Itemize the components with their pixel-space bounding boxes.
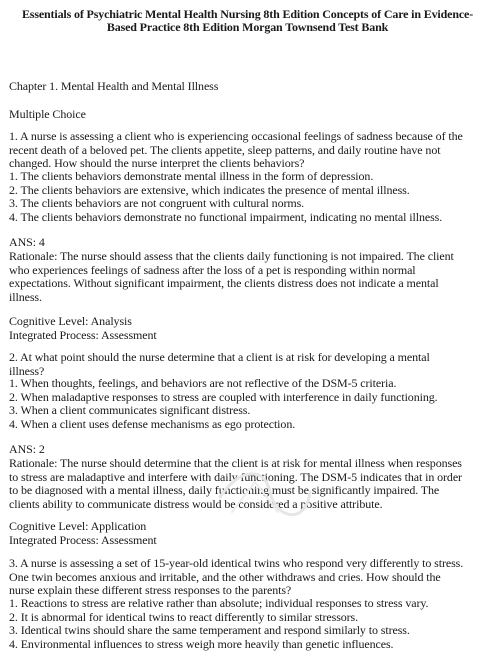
answer-option: 2. When maladaptive responses to stress are coupled with interference in daily functioning. [9, 389, 438, 404]
rationale-line: to stress are maladaptive and interfere with daily functioning. The DSM-5 indicates that in order [9, 469, 462, 484]
rationale-line: who experiences feelings of sadness after the loss of a pet is responding within normal [9, 262, 416, 277]
question-2-options [9, 377, 489, 431]
answer-option: 1. Reactions to stress are relative rather than absolute; individual responses to stress vary. [9, 596, 429, 610]
title-line-2: Based Practice 8th Edition Morgan Townsend Test Bank [106, 20, 389, 34]
answer-option: 4. Environmental influences to stress weigh more heavily than genetic influences. [9, 636, 394, 651]
answer-option: 4. When a client uses defense mechanisms as ego protection. [9, 416, 296, 431]
question-1-metadata [9, 315, 489, 342]
rationale-line: illness. [9, 289, 42, 304]
question-line: 3. A nurse is assessing a set of 15-year-old identical twins who respond very differently to stress. [9, 556, 464, 570]
answer-option: 3. When a client communicates significant distress. [9, 403, 251, 417]
chapter-heading: Chapter 1. Mental Health and Mental Illness [9, 79, 219, 93]
question-1-answer: ANS: 4 [9, 235, 45, 249]
answer-option: 1. The clients behaviors demonstrate mental illness in the form of depression. [9, 169, 374, 183]
cognitive-level: Cognitive Level: Analysis [9, 314, 132, 328]
document-title [0, 8, 495, 34]
rationale-line: Rationale: The nurse should assess that the clients daily functioning is not impaired. The client [9, 249, 454, 263]
title-line-1: Essentials of Psychiatric Mental Health Nursing 8th Edition Concepts of Care in Evidence- [21, 7, 474, 21]
rationale-line: expectations. Without significant impairment, the clients distress does not indicate a mental [9, 276, 439, 290]
question-3-options [9, 597, 489, 651]
rationale-line: to be diagnosed with a mental illness, daily functioning must be significantly impaired. The [9, 483, 440, 497]
question-2-stem [9, 351, 489, 378]
question-2-metadata [9, 520, 489, 547]
question-1-rationale [9, 250, 489, 304]
question-line: illness? [9, 363, 45, 378]
question-line: 1. A nurse is assessing a client who is experiencing occasional feelings of sadness because of the [9, 129, 463, 143]
rationale-line: Rationale: The nurse should determine that the client is at risk for mental illness when responses [9, 456, 462, 470]
section-heading: Multiple Choice [9, 107, 86, 121]
cognitive-level: Cognitive Level: Application [9, 519, 147, 533]
question-2-answer: ANS: 2 [9, 442, 45, 456]
question-line: One twin becomes anxious and irritable, and the other withdraws and cries. How should the [9, 569, 441, 584]
question-1-options [9, 170, 489, 224]
answer-option: 3. The clients behaviors are not congruent with cultural norms. [9, 196, 305, 210]
answer-option: 1. When thoughts, feelings, and behaviors are not reflective of the DSM-5 criteria. [9, 376, 397, 390]
answer-option: 2. It is abnormal for identical twins to react differently to similar stressors. [9, 609, 359, 624]
question-line: recent death of a beloved pet. The clients appetite, sleep patterns, and daily routine have not [9, 142, 441, 157]
question-line: changed. How should the nurse interpret the clients behaviors? [9, 156, 305, 170]
answer-option: 2. The clients behaviors are extensive, which indicates the presence of mental illness. [9, 182, 410, 197]
question-3-stem [9, 557, 489, 598]
integrated-process: Integrated Process: Assessment [9, 532, 157, 547]
integrated-process: Integrated Process: Assessment [9, 327, 157, 342]
answer-option: 3. Identical twins should share the same temperament and respond similarly to stress. [9, 623, 410, 637]
question-2-rationale [9, 457, 489, 511]
answer-option: 4. The clients behaviors demonstrate no functional impairment, indicating no mental illness. [9, 209, 443, 224]
question-line: nurse explain these different stress responses to the parents? [9, 583, 292, 597]
rationale-line: clients ability to communicate distress would be considered a positive attribute. [9, 496, 383, 511]
question-1-stem [9, 130, 489, 171]
question-line: 2. At what point should the nurse determine that a client is at risk for developing a mental [9, 350, 430, 364]
